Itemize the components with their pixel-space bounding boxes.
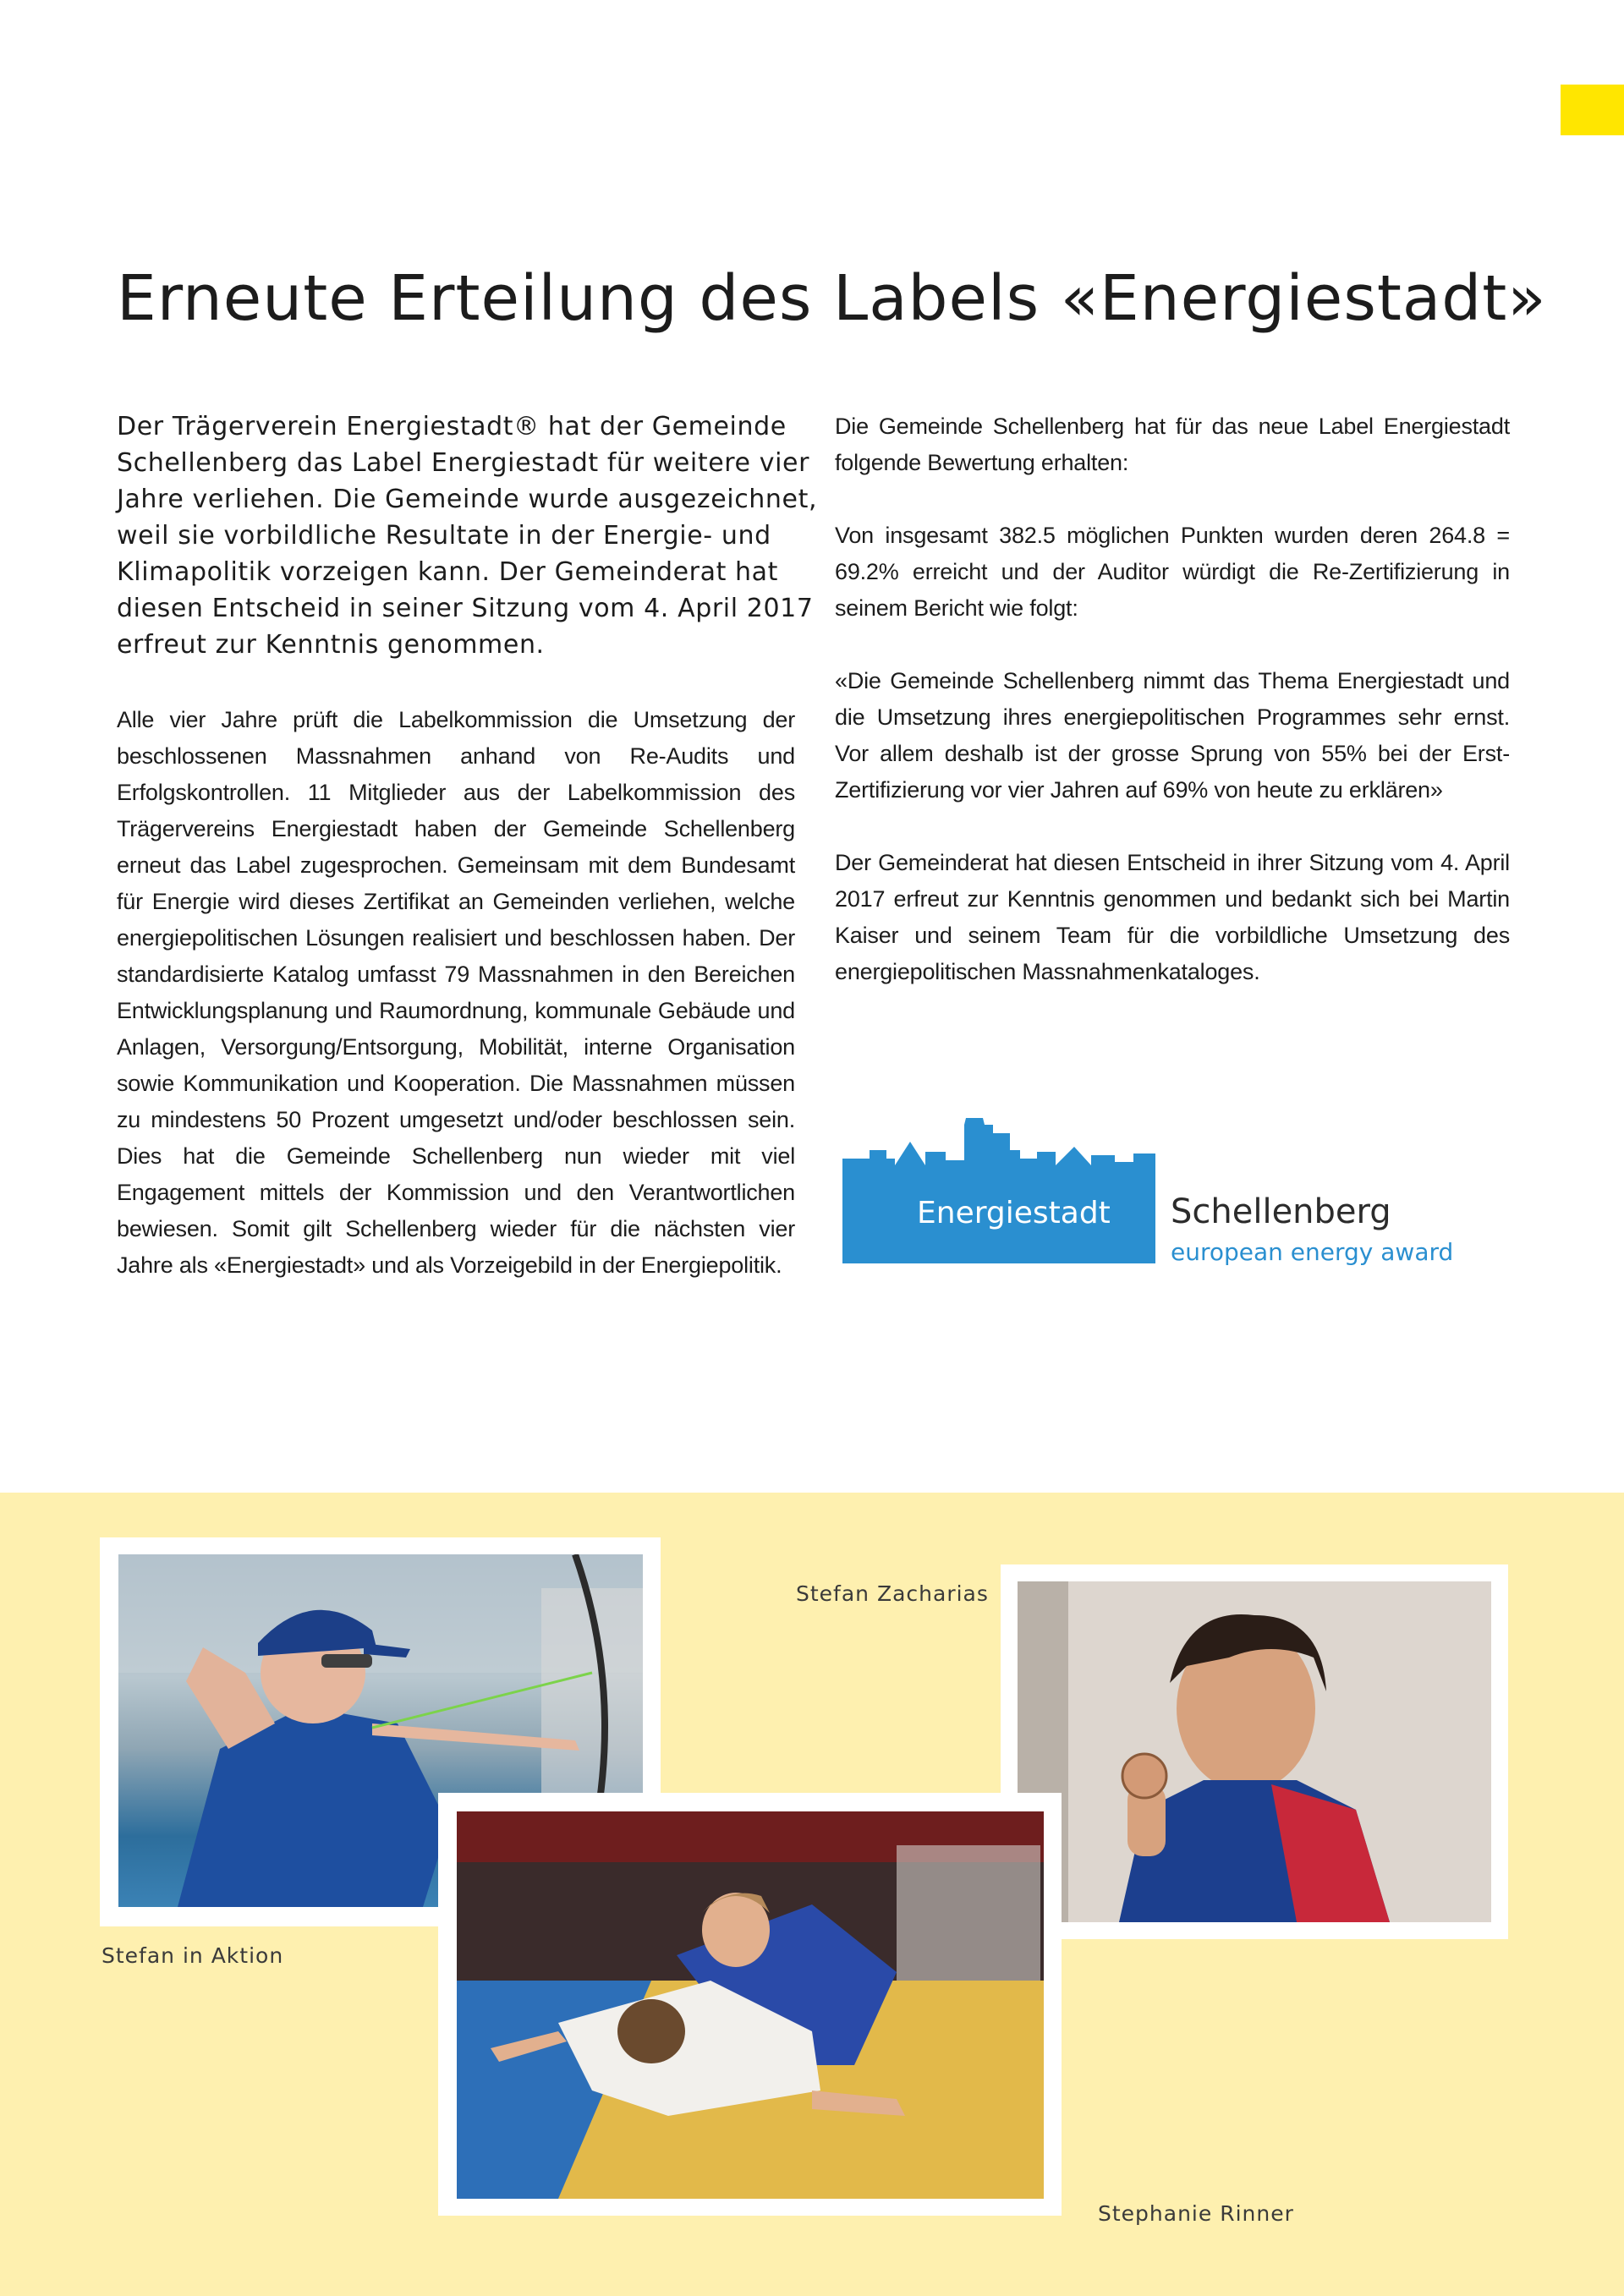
caption-judo: Stephanie Rinner [1098, 2201, 1294, 2226]
left-column-body [117, 702, 795, 1284]
photo-band [0, 1493, 1624, 2296]
lead-text: Der Trägerverein Energiestadt® hat der Gemeinde Schellenberg das Label Energiestadt für weitere vier Jahre verliehen. Die Gemeinde wurde ausgezeichnet, weil sie vorbildliche Resultate in der Energie- und Klimapolitik vorzeigen kann. Der Gemeinderat hat diesen Entscheid in seiner Sitzung vom 4. April 2017 erfreut zur Kenntnis genommen. [117, 412, 818, 660]
body-paragraph-1: Die Gemeinde Schellenberg hat für das neue Label Energiestadt folgende Bewertung erhalten: [835, 414, 1510, 475]
energiestadt-logo [837, 1099, 1514, 1277]
body-paragraph-4: Der Gemeinderat hat diesen Entscheid in ihrer Sitzung vom 4. April 2017 erfreut zur Kenntnis genommen und bedankt sich bei Martin Kaiser und seinem Team für die vorbildliche Umsetzung des energiepolitischen Massnahmenkataloges. [835, 850, 1510, 984]
logo-tagline: european energy award [1171, 1238, 1454, 1266]
energiestadt-logo-graphic [837, 1099, 1514, 1277]
body-paragraph-2: Von insgesamt 382.5 möglichen Punkten wurden deren 264.8 = 69.2% erreicht und der Auditor würdigt die Re-Zertifizierung in seinem Bericht wie folgt: [835, 523, 1510, 621]
judo-illustration [457, 1811, 1044, 2199]
logo-word: Energiestadt [917, 1196, 1111, 1230]
article-title: Erneute Erteilung des Labels «Energiestadt» [117, 262, 1547, 335]
body-paragraph: Alle vier Jahre prüft die Labelkommission die Umsetzung der beschlossenen Massnahmen anhand von Re-Audits und Erfolgskontrollen. 11 Mitglieder aus der Labelkommission des Trägervereins Energiestadt haben der Gemeinde Schellenberg erneut das Label zugesprochen. Gemeinsam mit dem Bundesamt für Energie wird dieses Zertifikat an Gemeinden verliehen, welche energiepolitischen Lösungen realisiert und beschlossen haben. Der standardisierte Katalog umfasst 79 Massnahmen in den Bereichen Entwicklungsplanung und Raumordnung, kommunale Gebäude und Anlagen, Versorgung/Entsorgung, Mobilität, interne Organisation sowie Kommunikation und Kooperation. Die Massnahmen müssen zu mindestens 50 Prozent umgesetzt und/oder beschlossen sein. Dies hat die Gemeinde Schellenberg nun wieder mit viel Engagement mittels der Kommission und den Verantwortlichen bewiesen. Somit gilt Schellenberg wieder für die nächsten vier Jahre als «Energiestadt» und als Vorzeigebild in der Energiepolitik. [117, 707, 795, 1278]
right-column-body [835, 408, 1510, 990]
body-paragraph-3: «Die Gemeinde Schellenberg nimmt das Thema Energiestadt und die Umsetzung ihres energiepolitischen Programmes sehr ernst. Vor allem deshalb ist der grosse Sprung von 55% bei der Erst-Zertifizierung vor vier Jahren auf 69% von heute zu erklären» [835, 668, 1510, 803]
page-tab-marker [1561, 85, 1624, 135]
portrait-photo-frame [1001, 1564, 1508, 1939]
lead-paragraph [117, 408, 819, 663]
skyline-shape [842, 1118, 1155, 1263]
judo-photo [457, 1811, 1044, 2199]
caption-archery: Stefan in Aktion [102, 1943, 284, 1968]
judo-photo-frame [438, 1793, 1062, 2216]
portrait-illustration [1018, 1581, 1491, 1922]
portrait-photo [1018, 1581, 1491, 1922]
caption-portrait: Stefan Zacharias [796, 1581, 989, 1606]
logo-town: Schellenberg [1171, 1192, 1391, 1231]
